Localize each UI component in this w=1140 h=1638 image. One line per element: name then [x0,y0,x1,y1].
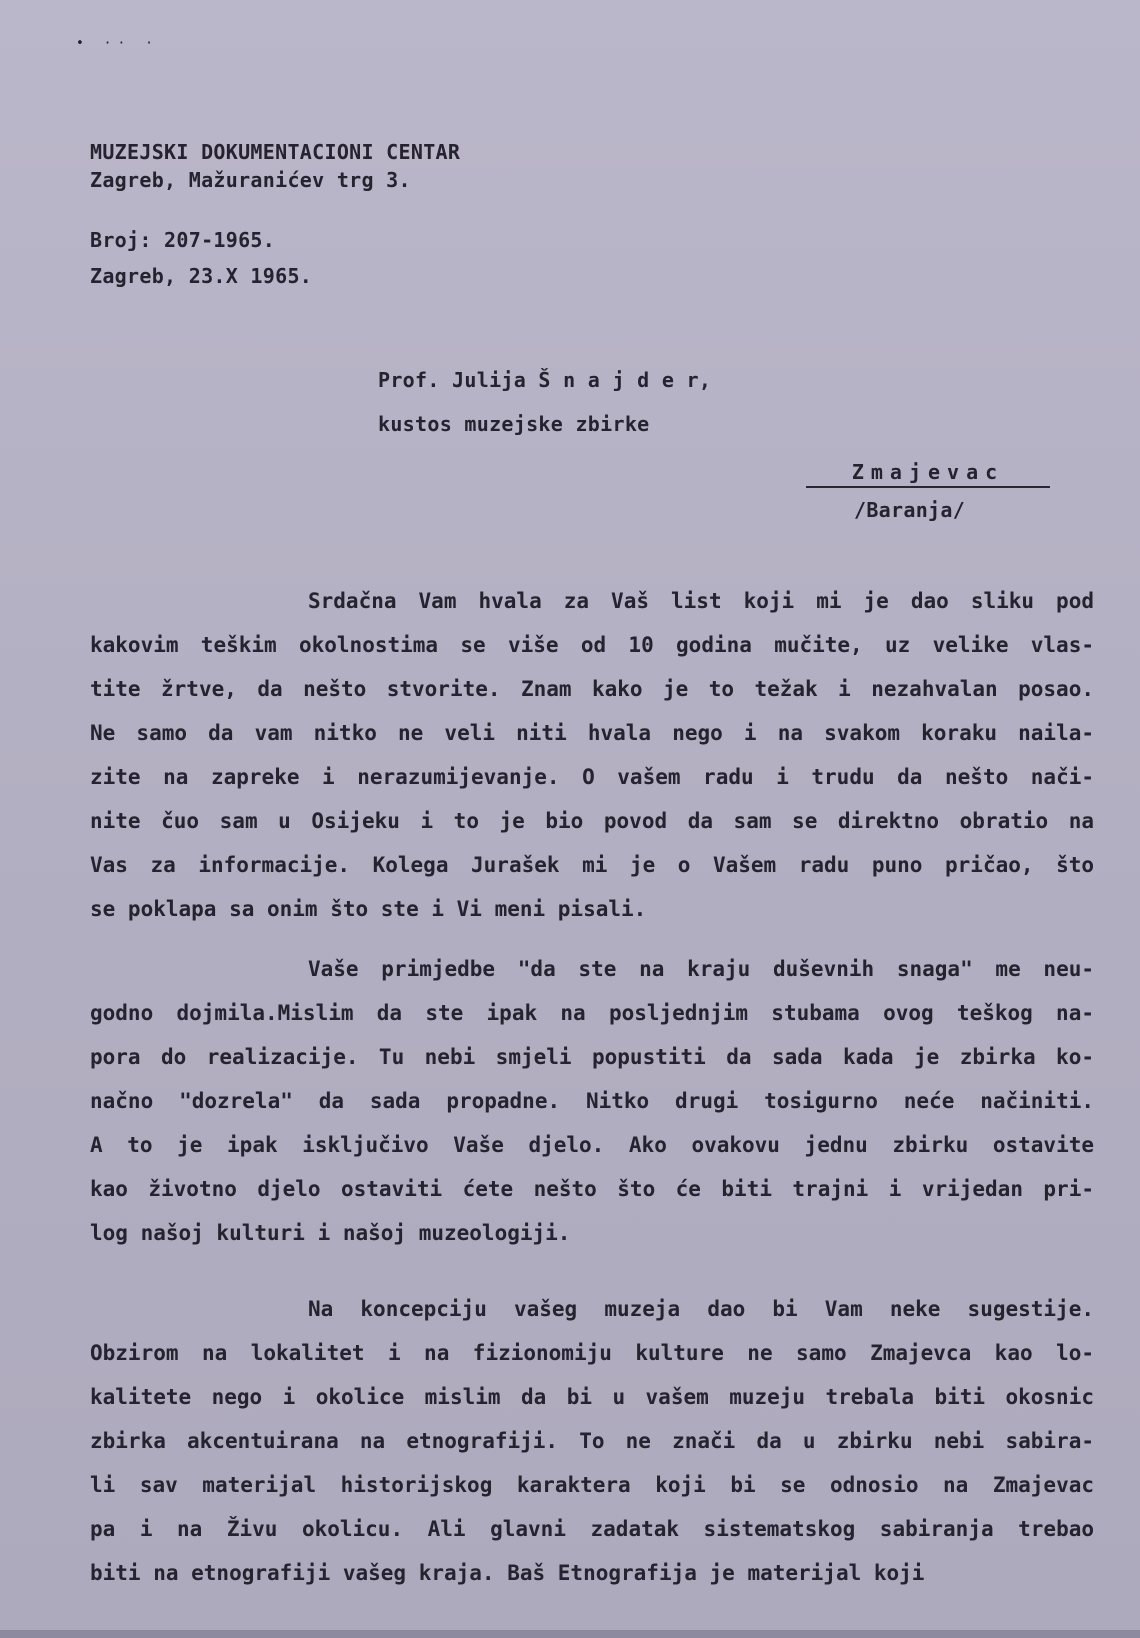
body-line: Vaše primjedbe "da ste na kraju duševnih snaga" me neu- [308,957,1094,981]
body-line: li sav materijal historijskog karaktera koji bi se odnosio na Zmajevac [90,1473,1094,1497]
body-line: Obzirom na lokalitet i na fizionomiju kulture ne samo Zmajevca kao lo- [90,1341,1094,1365]
body-line: kakovim teškim okolnostima se više od 10 godina mučite, uz velike vlas- [90,633,1094,657]
recipient-place: Zmajevac [806,460,1050,488]
body-line: biti na etnografiji vašeg kraja. Baš Etnografija je materijal koji [90,1561,925,1585]
body-line: zbirka akcentuirana na etnografiji. To ne znači da u zbirku nebi sabira- [90,1429,1094,1453]
recipient-name: Prof. Julija Š n a j d e r, [378,368,712,392]
body-line: Vas za informacije. Kolega Jurašek mi je o Vašem radu puno pričao, što [90,853,1094,877]
body-line: kalitete nego i okolice mislim da bi u vašem muzeju trebala biti okosnic [90,1385,1094,1409]
body-line: Ne samo da vam nitko ne veli niti hvala nego i na svakom koraku naila- [90,721,1094,745]
org-name: MUZEJSKI DOKUMENTACIONI CENTAR [90,140,461,164]
body-line: pora do realizacije. Tu nebi smjeli popustiti da sada kada je zbirka ko- [90,1045,1094,1069]
body-line: zite na zapreke i nerazumijevanje. O vašem radu i trudu da nešto nači- [90,765,1094,789]
org-address: Zagreb, Mažuranićev trg 3. [90,168,411,192]
body-line: godno dojmila.Mislim da ste ipak na posljednjim stubama ovog teškog na- [90,1001,1094,1025]
body-line: Na koncepciju vašeg muzeja dao bi Vam neke sugestije. [308,1297,1094,1321]
recipient-title: kustos muzejske zbirke [378,412,650,436]
body-line: Srdačna Vam hvala za Vaš list koji mi je dao sliku pod [308,589,1094,613]
letter-date: Zagreb, 23.X 1965. [90,264,313,288]
page-bottom-edge [0,1630,1140,1638]
body-line: tite žrtve, da nešto stvorite. Znam kako je to težak i nezahvalan posao. [90,677,1094,701]
recipient-region: /Baranja/ [854,498,966,522]
body-line: pa i na Živu okolicu. Ali glavni zadatak sistematskog sabiranja trebao [90,1517,1094,1541]
body-line: načno "dozrela" da sada propadne. Nitko drugi tosigurno neće načiniti. [90,1089,1094,1113]
body-line: kao životno djelo ostaviti ćete nešto što će biti trajni i vrijedan pri- [90,1177,1094,1201]
body-line: nite čuo sam u Osijeku i to je bio povod da sam se direktno obratio na [90,809,1094,833]
body-line: se poklapa sa onim što ste i Vi meni pisali. [90,897,647,921]
corner-marks: • ·· · [76,36,159,51]
body-line: A to je ipak isključivo Vaše djelo. Ako ovakovu jednu zbirku ostavite [90,1133,1094,1157]
reference-number: Broj: 207-1965. [90,228,276,252]
body-line: log našoj kulturi i našoj muzeologiji. [90,1221,571,1245]
